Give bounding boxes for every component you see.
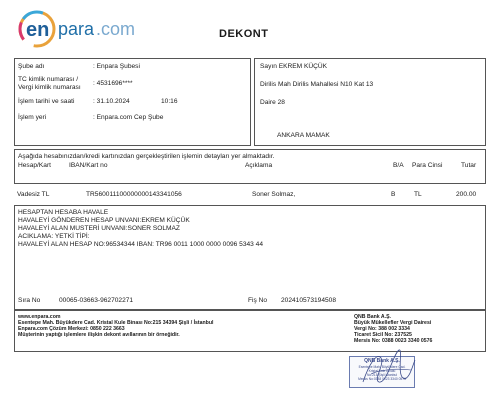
transaction-datetime-label: İşlem tarihi ve saati	[18, 98, 75, 105]
customer-name: Sayın EKREM KÜÇÜK	[260, 63, 328, 70]
col-header-account: Hesap/Kart	[18, 162, 51, 169]
branch-name-value: : Enpara Şubesi	[93, 63, 140, 70]
footer-website: www.enpara.com	[18, 314, 61, 320]
stamp-line-2: Esentepe Mah. Büyükdere Cad.	[358, 365, 406, 369]
transaction-place-value: : Enpara.com Cep Şube	[93, 114, 164, 121]
detail-line-5: HAVALEYİ ALAN HESAP NO:96534344 IBAN: TR96 0011 1000 0000 0096 5343 44	[18, 241, 263, 248]
footer-tax-number: Vergi No: 388 002 3334	[354, 326, 410, 332]
col-header-currency: Para Cinsi	[412, 162, 443, 169]
customer-address-line-2: Daire 28	[260, 99, 285, 106]
col-header-amount: Tutar	[461, 162, 477, 169]
footer-mersis: Mersis No: 0388 0023 3340 0576	[354, 338, 433, 344]
receipt-page	[14, 8, 486, 408]
branch-name-label: Şube adı	[18, 63, 45, 70]
col-header-ba: B/A	[393, 162, 404, 169]
detail-line-1: HESAPTAN HESABA HAVALE	[18, 209, 109, 216]
footer-tax-office: Büyük Mükellefler Vergi Dairesi	[354, 320, 432, 326]
footer-bank-name: QNB Bank A.Ş.	[354, 314, 391, 320]
col-header-iban: IBAN/Kart no	[69, 162, 108, 169]
row-currency: TL	[414, 191, 422, 198]
tax-id-label: TC kimlik numarası /	[18, 76, 79, 83]
logo-para-text: para	[58, 19, 95, 39]
transactions-box	[14, 149, 486, 184]
footer-address: Esentepe Mah. Büyükdere Cad. Kristal Kule Binası No:215 34394 Şişli / İstanbul	[18, 320, 214, 326]
customer-info-box	[254, 58, 486, 146]
stamp-line-1: QNB Bank A.Ş.	[364, 358, 400, 364]
footer-trade-registry: Ticaret Sicil No: 237525	[354, 332, 412, 338]
customer-address-line-1: Dirilis Mah Dirilis Mahallesi N10 Kat 13	[260, 81, 374, 88]
row-iban: TR560011100000000143341056	[86, 191, 182, 198]
receipt-number-label: Fiş No	[248, 297, 268, 304]
detail-line-2: HAVALEYİ GÖNDEREN HESAP UNVANI:EKREM KÜÇÜK	[18, 217, 190, 224]
sequence-number-label: Sıra No	[18, 297, 41, 304]
col-header-description: Açıklama	[245, 162, 273, 169]
logo-en-text: en	[26, 19, 50, 41]
transaction-date-value: : 31.10.2024	[93, 98, 130, 105]
signature-scribble	[359, 344, 419, 394]
receipt-number-value: 202410573194508	[281, 297, 337, 304]
row-amount: 200.00	[456, 191, 477, 198]
detail-line-4: ACIKLAMA: YETKİ TİPİ:	[18, 233, 90, 240]
detail-line-3: HAVALEYİ ALAN MUSTERİ UNVANI:SONER SOLMAZ	[18, 225, 180, 232]
stamp-line-3: Kristal Kule Binası	[368, 369, 396, 373]
logo-com-text: .com	[96, 19, 136, 39]
stamp-line-5: Mersis No:0388 0023 3340 0576	[358, 377, 406, 381]
branch-info-box	[14, 58, 251, 146]
row-description: Soner Solmaz,	[252, 191, 296, 198]
customer-city: ANKARA MAMAK	[277, 132, 330, 139]
document-title: DEKONT	[219, 28, 269, 40]
sequence-number-value: 00065-03663-962702271	[59, 297, 134, 304]
enpara-logo-mark	[18, 10, 168, 48]
footer-call-center: Enpara.com Çözüm Merkezi: 0850 222 3663	[18, 326, 125, 332]
row-ba: B	[391, 191, 396, 198]
transaction-time-value: 10:16	[161, 98, 178, 105]
tax-id-value: : 4531696****	[93, 80, 133, 87]
footer-disclaimer: Müşterinin yaptığı işlemlere ilişkin dekont avıllarının bir örneğidir.	[18, 332, 180, 338]
tax-id-label-2: Vergi kimlik numarası	[18, 84, 81, 91]
transactions-intro: Aşağıda hesabınızdan/kredi kartınızdan gerçekleştirilen işlemin detayları yer almaktadır.	[18, 153, 275, 160]
row-account: Vadesiz TL	[17, 191, 50, 198]
stamp-line-4: No:215 Şişli İstanbul	[366, 373, 398, 377]
transaction-place-label: İşlem yeri	[18, 114, 47, 121]
enpara-logo	[18, 10, 168, 48]
details-box	[14, 205, 486, 310]
